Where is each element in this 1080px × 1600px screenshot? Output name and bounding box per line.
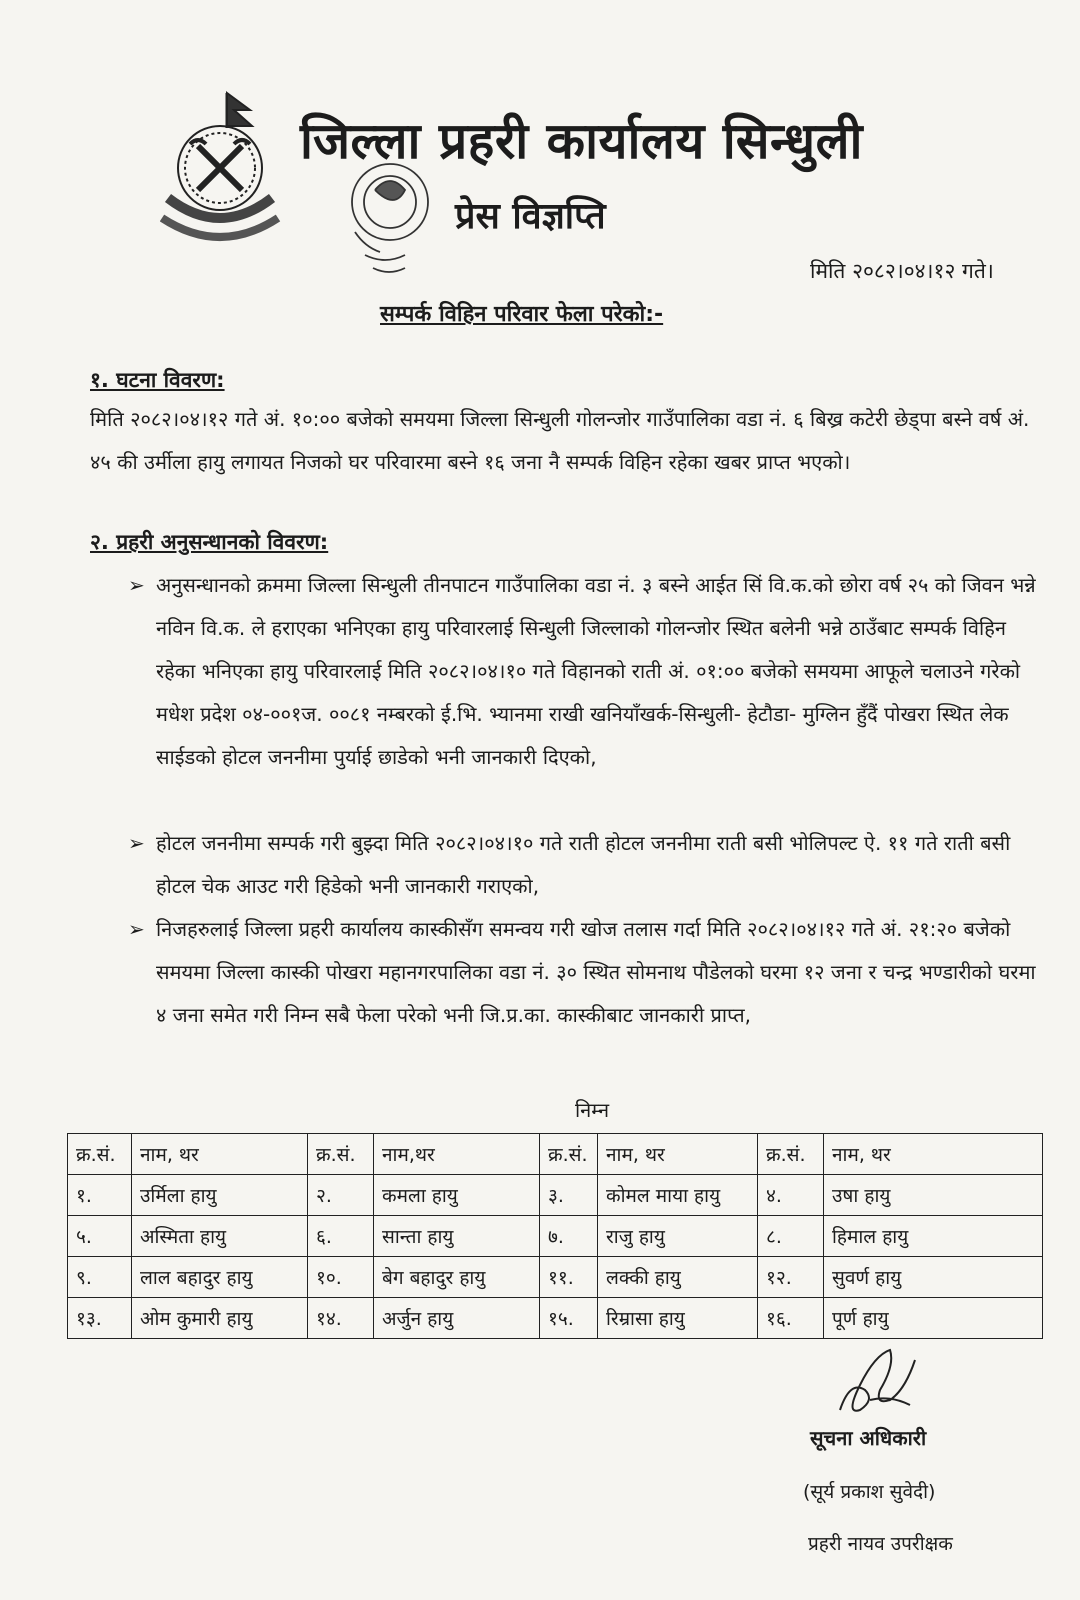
table-header-row: [68, 1134, 1043, 1175]
section1-body: मिति २०८२।०४।१२ गते अं. १०:०० बजेको समयमा जिल्ला सिन्धुली गोलन्जोर गाउँपालिका वडा नं. ६ बिख्र कटेरी छेड्पा बस्ने वर्ष अं. ४५ की उर्मीला हायु लगायत निजको घर परिवारमा बस्ने १६ जना नै सम्पर्क विहिन रहेका खबर प्राप्त भएको।: [90, 407, 1030, 474]
section1-heading: १. घटना विवरण:: [90, 368, 225, 392]
signatory-name: (सूर्य प्रकाश सुवेदी): [803, 1481, 936, 1503]
column-header: क्र.सं.: [758, 1134, 824, 1175]
table-cell: ७.: [540, 1216, 598, 1257]
table-cell: १२.: [758, 1257, 824, 1298]
table-cell: १५.: [540, 1298, 598, 1339]
table-cell: १.: [68, 1175, 132, 1216]
bullet-item: [128, 564, 1038, 779]
table-row: [68, 1298, 1043, 1339]
handwritten-signature-icon: [830, 1340, 930, 1430]
table-cell: २.: [308, 1175, 374, 1216]
column-header: नाम, थर: [132, 1134, 308, 1175]
table-cell: १०.: [308, 1257, 374, 1298]
arrow-bullet-icon: ➢: [128, 831, 145, 855]
table-cell: ओम कुमारी हायु: [132, 1298, 308, 1339]
column-header: क्र.सं.: [308, 1134, 374, 1175]
office-stamp-icon: [335, 160, 445, 280]
column-header: क्र.सं.: [540, 1134, 598, 1175]
table-cell: १४.: [308, 1298, 374, 1339]
table-cell: उषा हायु: [824, 1175, 1043, 1216]
release-date: मिति २०८२।०४।१२ गते।: [810, 259, 994, 283]
table-cell: कोमल माया हायु: [598, 1175, 758, 1216]
table-cell: हिमाल हायु: [824, 1216, 1043, 1257]
signatory-title: सूचना अधिकारी: [810, 1426, 927, 1450]
table-cell: बेग बहादुर हायु: [374, 1257, 540, 1298]
table-cell: ११.: [540, 1257, 598, 1298]
table-caption: निम्न: [575, 1098, 610, 1122]
table-cell: १६.: [758, 1298, 824, 1339]
table-cell: लाल बहादुर हायु: [132, 1257, 308, 1298]
table-cell: ६.: [308, 1216, 374, 1257]
subject-heading: सम्पर्क विहिन परिवार फेला परेको:-: [380, 302, 664, 327]
table-cell: १३.: [68, 1298, 132, 1339]
table-cell: लक्की हायु: [598, 1257, 758, 1298]
nepal-police-emblem-icon: [160, 88, 295, 248]
table-row: [68, 1175, 1043, 1216]
arrow-bullet-icon: ➢: [128, 917, 145, 941]
table-cell: सुवर्ण हायु: [824, 1257, 1043, 1298]
bullet-item: [128, 822, 1038, 908]
column-header: नाम, थर: [598, 1134, 758, 1175]
bullet-item: [128, 908, 1038, 1037]
table-cell: अर्जुन हायु: [374, 1298, 540, 1339]
table-cell: रिम्रासा हायु: [598, 1298, 758, 1339]
bullet-text: निजहरुलाई जिल्ला प्रहरी कार्यालय कास्कीसँग समन्वय गरी खोज तलास गर्दा मिति २०८२।०४।१२ गते अं. २१:२० बजेको समयमा जिल्ला कास्की पोखरा महानगरपालिका वडा नं. ३० स्थित सोमनाथ पौडेलको घरमा १२ जना र चन्द्र भण्डारीको घरमा ४ जना समेत गरी निम्न सबै फेला परेको भनी जि.प्र.का. कास्कीबाट जानकारी प्राप्त,: [156, 917, 1036, 1027]
table-cell: ९.: [68, 1257, 132, 1298]
bullet-text: होटल जननीमा सम्पर्क गरी बुझ्दा मिति २०८२।०४।१० गते राती होटल जननीमा राती बसी भोलिपल्ट ऐ. ११ गते राती बसी होटल चेक आउट गरी हिडेको भनी जानकारी गराएको,: [156, 831, 1011, 898]
table-row: [68, 1216, 1043, 1257]
column-header: नाम, थर: [824, 1134, 1043, 1175]
office-title: जिल्ला प्रहरी कार्यालय सिन्धुली: [300, 112, 863, 170]
table-cell: सान्ता हायु: [374, 1216, 540, 1257]
table-cell: ५.: [68, 1216, 132, 1257]
table-cell: ३.: [540, 1175, 598, 1216]
table-cell: अस्मिता हायु: [132, 1216, 308, 1257]
table-cell: राजु हायु: [598, 1216, 758, 1257]
bullet-text: अनुसन्धानको क्रममा जिल्ला सिन्धुली तीनपाटन गाउँपालिका वडा नं. ३ बस्ने आईत सिं वि.क.को छोरा वर्ष २५ को जिवन भन्ने नविन वि.क. ले हराएका भनिएका हायु परिवारलाई सिन्धुली जिल्लाको गोलन्जोर स्थित बलेनी भन्ने ठाउँबाट सम्पर्क विहिन रहेका भनिएका हायु परिवारलाई मिति २०८२।०४।१० गते विहानको राती अं. ०१:०० बजेको समयमा आफूले चलाउने गरेको मधेश प्रदेश ०४-००१ज. ००८१ नम्बरको ई.भि. भ्यानमा राखी खनियाँखर्क-सिन्धुली- हेटौडा- मुग्लिन हुँदैं पोखरा स्थित लेक साईडको होटल जननीमा पुर्याई छाडेको भनी जानकारी दिएको,: [156, 573, 1036, 769]
column-header: नाम,थर: [374, 1134, 540, 1175]
table-cell: पूर्ण हायु: [824, 1298, 1043, 1339]
found-persons-table: [67, 1133, 1043, 1339]
column-header: क्र.सं.: [68, 1134, 132, 1175]
arrow-bullet-icon: ➢: [128, 573, 145, 597]
table-cell: कमला हायु: [374, 1175, 540, 1216]
signatory-rank: प्रहरी नायव उपरीक्षक: [808, 1533, 953, 1555]
section2-heading: २. प्रहरी अनुसन्धानको विवरण:: [90, 530, 329, 554]
press-release-title: प्रेस विज्ञप्ति: [455, 196, 606, 237]
table-row: [68, 1257, 1043, 1298]
table-cell: ८.: [758, 1216, 824, 1257]
table-cell: उर्मिला हायु: [132, 1175, 308, 1216]
table-cell: ४.: [758, 1175, 824, 1216]
